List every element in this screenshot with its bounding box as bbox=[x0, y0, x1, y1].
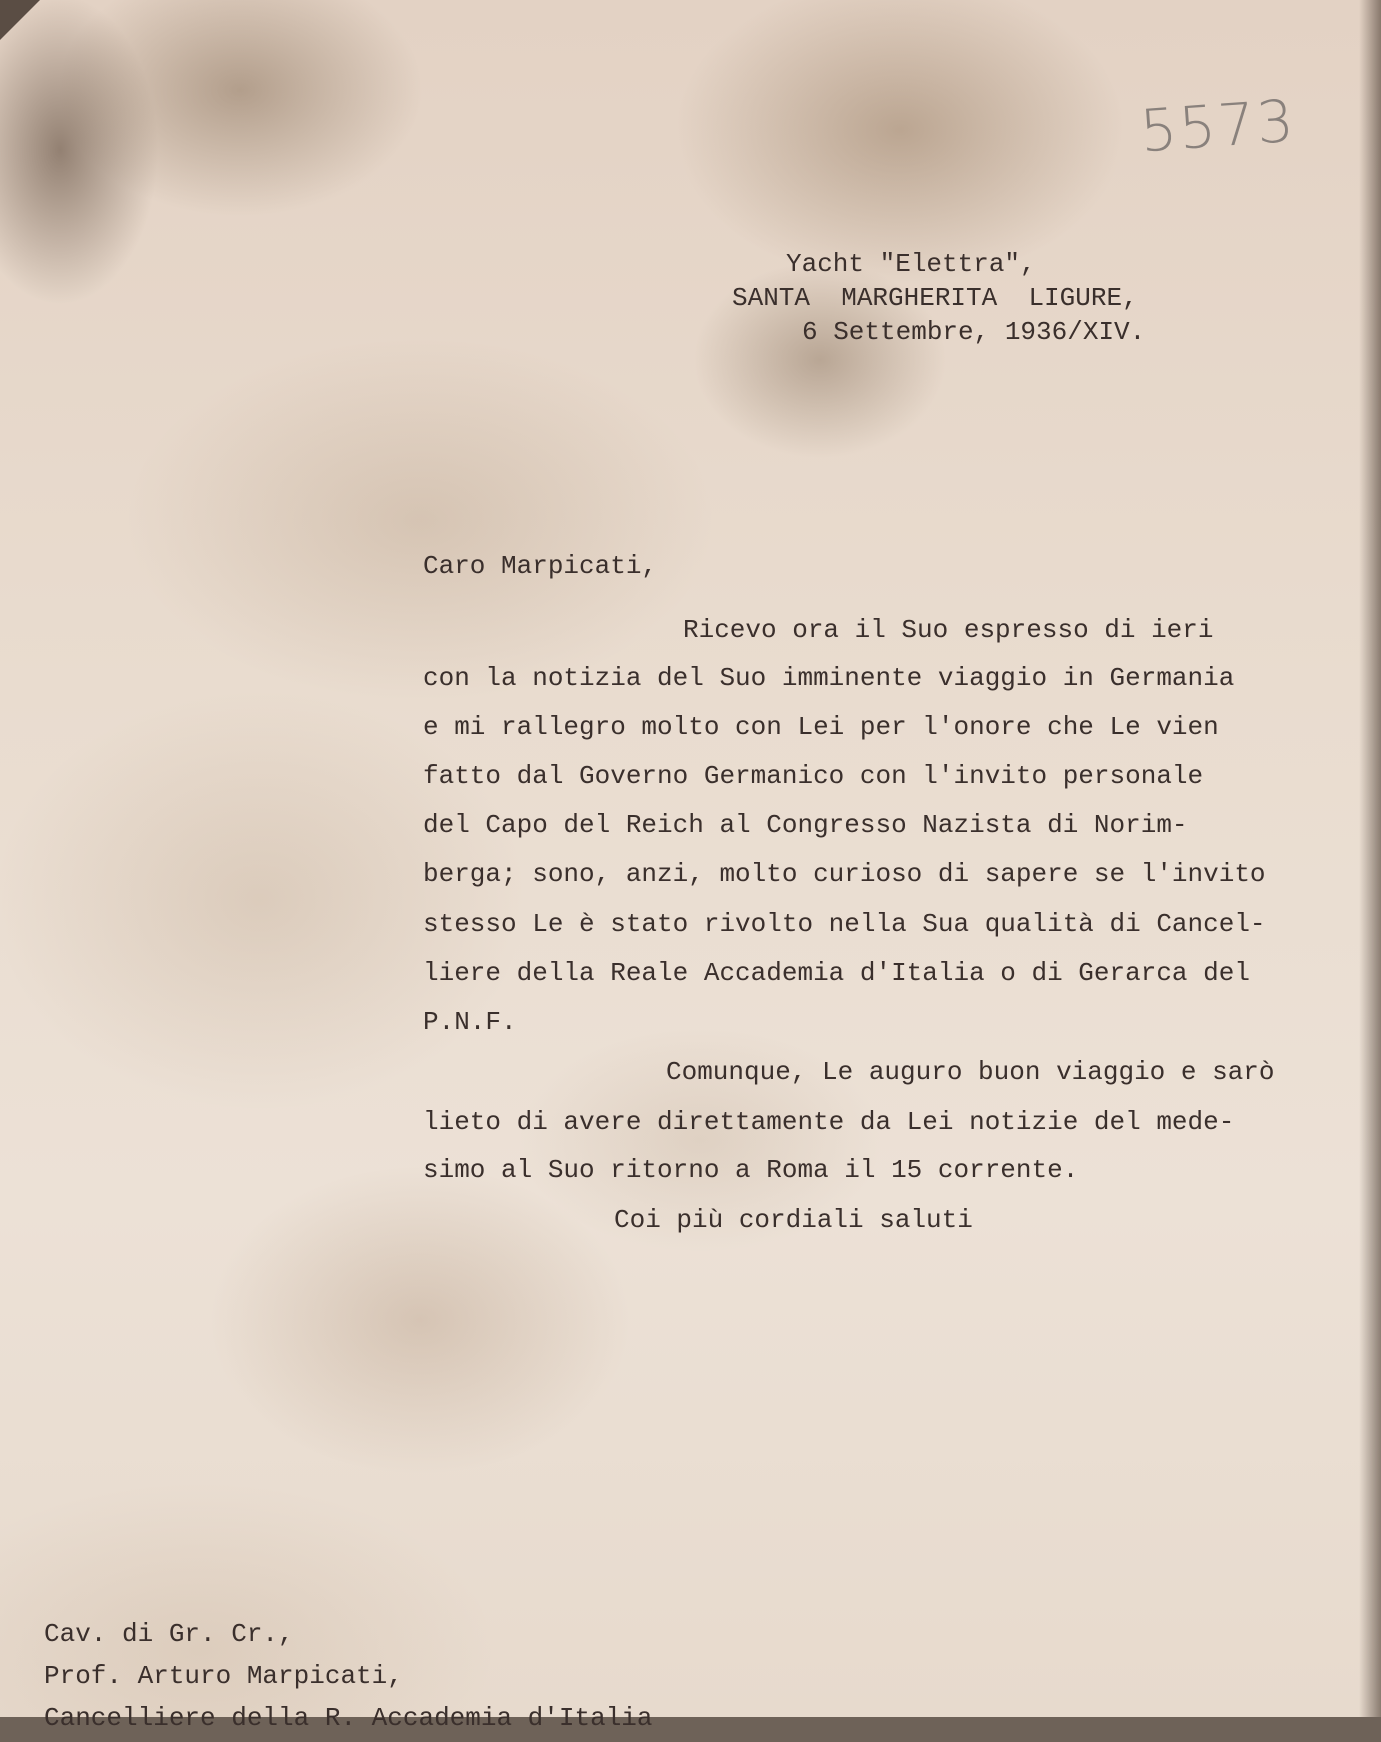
letter-closing: Coi più cordiali saluti bbox=[614, 1205, 973, 1235]
archive-reference-number: 5573 bbox=[1137, 86, 1298, 166]
body-line: fatto dal Governo Germanico con l'invito personale bbox=[423, 761, 1204, 791]
body-line: liere della Reale Accademia d'Italia o di Gerarca del bbox=[423, 958, 1250, 988]
body-line: Comunque, Le auguro buon viaggio e sarò bbox=[666, 1057, 1275, 1087]
body-line: lieto di avere direttamente da Lei notizie del mede- bbox=[423, 1107, 1235, 1137]
addressee-line: Cav. di Gr. Cr., bbox=[44, 1619, 294, 1649]
letter-greeting: Caro Marpicati, bbox=[423, 551, 658, 581]
body-line: del Capo del Reich al Congresso Nazista di Norim- bbox=[423, 810, 1188, 840]
body-line: stesso Le è stato rivolto nella Sua qualità di Cancel- bbox=[423, 909, 1266, 939]
body-line: e mi rallegro molto con Lei per l'onore che Le vien bbox=[423, 712, 1219, 742]
header-line-yacht: Yacht "Elettra", bbox=[786, 249, 1036, 279]
body-line: P.N.F. bbox=[423, 1007, 517, 1037]
header-line-place: SANTA MARGHERITA LIGURE, bbox=[732, 283, 1138, 313]
page-edge-shadow bbox=[1359, 0, 1381, 1717]
body-line: berga; sono, anzi, molto curioso di sapere se l'invito bbox=[423, 859, 1266, 889]
body-line: Ricevo ora il Suo espresso di ieri bbox=[683, 615, 1214, 645]
body-line: con la notizia del Suo imminente viaggio in Germania bbox=[423, 663, 1235, 693]
header-line-date: 6 Settembre, 1936/XIV. bbox=[802, 317, 1146, 347]
addressee-line: Prof. Arturo Marpicati, bbox=[44, 1661, 403, 1691]
addressee-line: Cancelliere della R. Accademia d'Italia bbox=[44, 1703, 653, 1733]
page-corner-shadow bbox=[0, 0, 40, 40]
body-line: simo al Suo ritorno a Roma il 15 corrente. bbox=[423, 1155, 1079, 1185]
